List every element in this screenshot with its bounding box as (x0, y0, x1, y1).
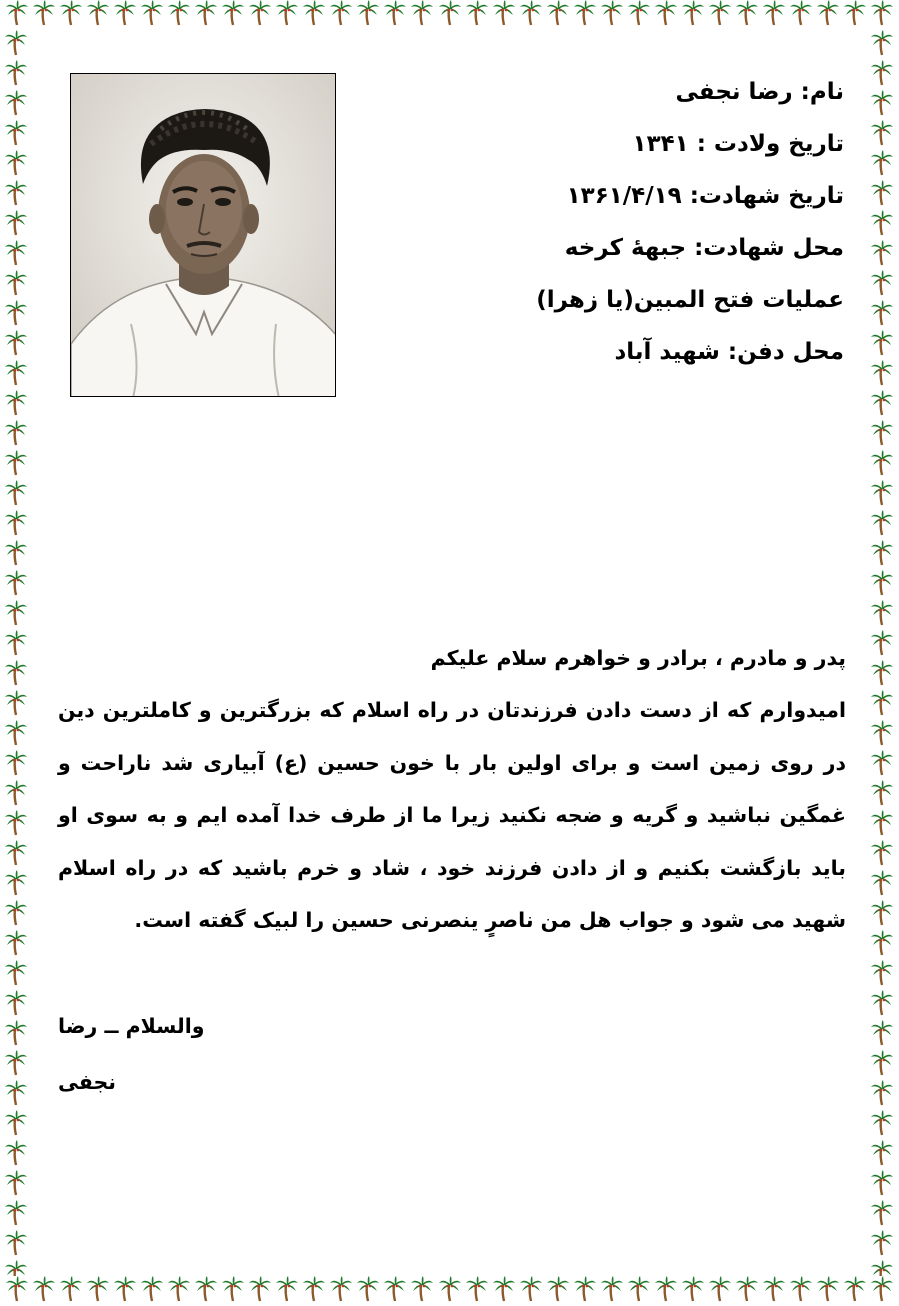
palm-tree-icon (5, 420, 27, 450)
palm-tree-icon (871, 0, 893, 30)
palm-tree-icon (493, 0, 515, 30)
palm-tree-icon (655, 1276, 677, 1306)
palm-tree-icon (601, 0, 623, 30)
palm-tree-icon (817, 1276, 839, 1306)
palm-tree-icon (871, 510, 893, 540)
palm-tree-icon (871, 930, 893, 960)
palm-tree-icon (601, 1276, 623, 1306)
palm-tree-icon (357, 0, 379, 30)
palm-tree-icon (5, 1080, 27, 1110)
palm-tree-icon (709, 0, 731, 30)
palm-tree-icon (682, 0, 704, 30)
signature-line: نجفی (58, 1070, 116, 1094)
palm-tree-icon (384, 1276, 406, 1306)
palm-tree-icon (276, 0, 298, 30)
palm-tree-icon (871, 1140, 893, 1170)
palm-tree-icon (736, 0, 758, 30)
palm-tree-icon (871, 480, 893, 510)
palm-tree-icon (5, 750, 27, 780)
palm-tree-icon (871, 660, 893, 690)
palm-tree-icon (5, 780, 27, 810)
palm-tree-icon (871, 180, 893, 210)
palm-tree-icon (5, 1170, 27, 1200)
palm-tree-icon (871, 60, 893, 90)
testament-letter (58, 632, 846, 947)
palm-tree-icon (5, 810, 27, 840)
palm-tree-icon (5, 180, 27, 210)
palm-tree-icon (655, 0, 677, 30)
letter-closing (58, 998, 205, 1110)
palm-tree-icon (736, 1276, 758, 1306)
palm-tree-icon (871, 690, 893, 720)
border-left (2, 30, 30, 1276)
palm-tree-icon (5, 480, 27, 510)
border-bottom (0, 1276, 899, 1306)
palm-tree-icon (871, 1050, 893, 1080)
palm-tree-icon (5, 450, 27, 480)
palm-tree-icon (168, 1276, 190, 1306)
palm-tree-icon (871, 600, 893, 630)
palm-tree-icon (5, 510, 27, 540)
palm-tree-icon (871, 330, 893, 360)
name-line: نام: رضا نجفی (675, 79, 844, 105)
palm-tree-icon (871, 210, 893, 240)
palm-tree-icon (168, 0, 190, 30)
palm-tree-icon (5, 120, 27, 150)
palm-tree-icon (871, 1260, 893, 1276)
palm-tree-icon (871, 120, 893, 150)
palm-tree-icon (195, 0, 217, 30)
closing-line: والسلام ــ رضا (58, 1014, 205, 1038)
palm-tree-icon (871, 810, 893, 840)
palm-tree-icon (5, 1110, 27, 1140)
palm-tree-icon (871, 150, 893, 180)
palm-tree-icon (249, 1276, 271, 1306)
palm-tree-icon (466, 0, 488, 30)
palm-tree-icon (493, 1276, 515, 1306)
palm-tree-icon (871, 630, 893, 660)
palm-tree-icon (33, 1276, 55, 1306)
palm-tree-icon (871, 1200, 893, 1230)
palm-tree-icon (439, 0, 461, 30)
birth-date-line: تاریخ ولادت : ۱۳۴۱ (632, 131, 844, 157)
palm-tree-icon (33, 0, 55, 30)
palm-tree-icon (790, 0, 812, 30)
palm-tree-icon (5, 570, 27, 600)
palm-tree-icon (871, 390, 893, 420)
burial-place-line: محل دفن: شهید آباد (614, 339, 844, 365)
palm-tree-icon (411, 1276, 433, 1306)
palm-tree-icon (114, 1276, 136, 1306)
palm-tree-icon (871, 360, 893, 390)
palm-tree-icon (5, 90, 27, 120)
palm-tree-icon (871, 570, 893, 600)
palm-tree-icon (5, 900, 27, 930)
palm-tree-icon (411, 0, 433, 30)
palm-tree-icon (5, 240, 27, 270)
palm-tree-icon (5, 990, 27, 1020)
palm-tree-icon (871, 900, 893, 930)
palm-tree-icon (114, 0, 136, 30)
palm-tree-icon (5, 1050, 27, 1080)
palm-tree-icon (5, 630, 27, 660)
palm-tree-icon (763, 0, 785, 30)
palm-tree-icon (709, 1276, 731, 1306)
palm-tree-icon (547, 0, 569, 30)
palm-tree-icon (249, 0, 271, 30)
martyrdom-date-line: تاریخ شهادت: ۱۳۶۱/۴/۱۹ (566, 183, 844, 209)
palm-tree-icon (466, 1276, 488, 1306)
border-right (868, 30, 896, 1276)
palm-tree-icon (5, 270, 27, 300)
palm-tree-icon (5, 600, 27, 630)
palm-tree-icon (5, 1260, 27, 1276)
palm-tree-icon (844, 0, 866, 30)
palm-tree-icon (5, 690, 27, 720)
palm-tree-icon (520, 1276, 542, 1306)
palm-tree-icon (871, 450, 893, 480)
palm-tree-icon (357, 1276, 379, 1306)
palm-tree-icon (87, 1276, 109, 1306)
operation-line: عملیات فتح المبین(یا زهرا) (536, 287, 844, 313)
palm-tree-icon (330, 0, 352, 30)
palm-tree-icon (60, 0, 82, 30)
palm-tree-icon (276, 1276, 298, 1306)
palm-tree-icon (871, 240, 893, 270)
palm-tree-icon (384, 0, 406, 30)
palm-tree-icon (5, 930, 27, 960)
palm-tree-icon (6, 1276, 28, 1306)
palm-tree-icon (5, 60, 27, 90)
palm-tree-icon (682, 1276, 704, 1306)
palm-tree-icon (5, 1200, 27, 1230)
palm-tree-icon (5, 540, 27, 570)
palm-tree-icon (195, 1276, 217, 1306)
palm-tree-icon (5, 30, 27, 60)
palm-tree-icon (141, 1276, 163, 1306)
palm-tree-icon (871, 1080, 893, 1110)
palm-tree-icon (871, 420, 893, 450)
palm-tree-icon (871, 30, 893, 60)
palm-tree-icon (628, 1276, 650, 1306)
palm-tree-icon (5, 300, 27, 330)
palm-tree-icon (574, 0, 596, 30)
palm-tree-icon (330, 1276, 352, 1306)
palm-tree-icon (60, 1276, 82, 1306)
palm-tree-icon (303, 1276, 325, 1306)
palm-tree-icon (6, 0, 28, 30)
palm-tree-icon (5, 660, 27, 690)
biography-info (404, 66, 844, 378)
palm-tree-icon (871, 300, 893, 330)
palm-tree-icon (141, 0, 163, 30)
palm-tree-icon (871, 990, 893, 1020)
palm-tree-icon (871, 90, 893, 120)
border-top (0, 0, 899, 30)
letter-greeting: پدر و مادرم ، برادر و خواهرم سلام علیکم (430, 646, 846, 670)
palm-tree-icon (5, 330, 27, 360)
palm-tree-icon (871, 1170, 893, 1200)
palm-tree-icon (5, 150, 27, 180)
palm-tree-icon (5, 210, 27, 240)
palm-tree-icon (5, 870, 27, 900)
palm-tree-icon (222, 1276, 244, 1306)
palm-tree-icon (574, 1276, 596, 1306)
palm-tree-icon (520, 0, 542, 30)
palm-tree-icon (790, 1276, 812, 1306)
palm-tree-icon (5, 840, 27, 870)
palm-tree-icon (439, 1276, 461, 1306)
palm-tree-icon (628, 0, 650, 30)
palm-tree-icon (871, 1276, 893, 1306)
palm-tree-icon (303, 0, 325, 30)
palm-tree-icon (5, 360, 27, 390)
palm-tree-icon (871, 540, 893, 570)
palm-tree-icon (871, 870, 893, 900)
letter-body: امیدوارم که از دست دادن فرزندتان در راه اسلام که بزرگترین و کاملترین دین در روی زمین است و برای اولین بار با خون حسین (ع) آبیاری شد ناراحت و غمگین نباشید و گریه و ضجه نکنید زیرا ما از طرف خدا آمده ایم و به سوی او باید بازگشت بکنیم و از دادن فرزند خود ، شاد و خرم باشید که در راه اسلام شهید می شود و جواب هل من ناصرٍ ینصرنی حسین را لبیک گفته است. (58, 698, 846, 932)
palm-tree-icon (763, 1276, 785, 1306)
palm-tree-icon (5, 1020, 27, 1050)
martyrdom-place-line: محل شهادت: جبهۀ کرخه (564, 235, 844, 261)
palm-tree-icon (871, 840, 893, 870)
palm-tree-icon (844, 1276, 866, 1306)
palm-tree-icon (5, 960, 27, 990)
palm-tree-icon (817, 0, 839, 30)
palm-tree-icon (5, 1140, 27, 1170)
portrait-photo (70, 73, 336, 397)
palm-tree-icon (871, 780, 893, 810)
palm-tree-icon (871, 960, 893, 990)
palm-tree-icon (871, 750, 893, 780)
palm-tree-icon (871, 1110, 893, 1140)
palm-tree-icon (871, 270, 893, 300)
palm-tree-icon (5, 390, 27, 420)
palm-tree-icon (871, 1230, 893, 1260)
palm-tree-icon (547, 1276, 569, 1306)
palm-tree-icon (5, 1230, 27, 1260)
palm-tree-icon (87, 0, 109, 30)
palm-tree-icon (5, 720, 27, 750)
palm-tree-icon (871, 1020, 893, 1050)
palm-tree-icon (871, 720, 893, 750)
palm-tree-icon (222, 0, 244, 30)
